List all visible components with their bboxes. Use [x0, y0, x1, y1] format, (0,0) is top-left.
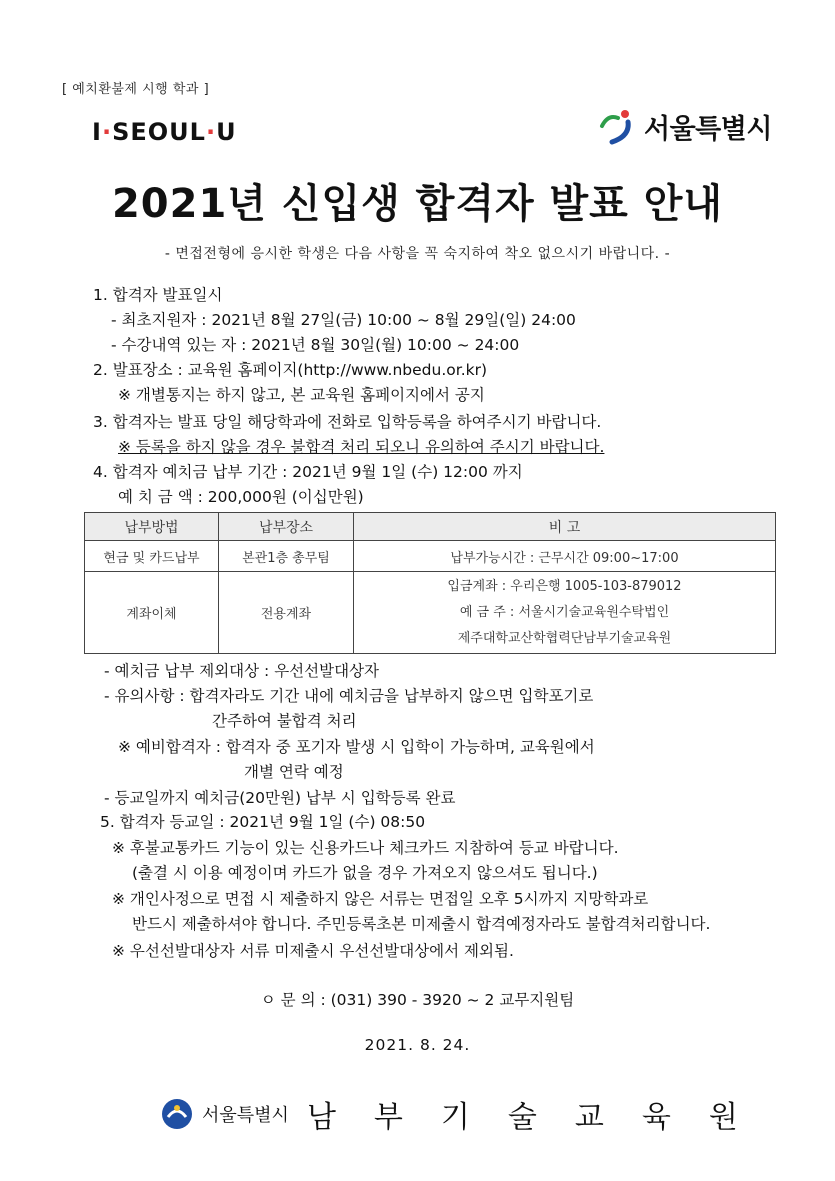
- table-header-row: [85, 513, 776, 541]
- section2-note: ※ 개별통지는 하지 않고, 본 교육원 홈페이지에서 공지: [118, 386, 485, 404]
- document-tag: [ 예치환불제 시행 학과 ]: [62, 82, 210, 97]
- footer-signature: [160, 1092, 776, 1136]
- account-holder-line2: 제주대학교산학협력단남부기술교육원: [457, 630, 672, 646]
- table-row: [85, 572, 776, 654]
- section5-note4: 반드시 제출하셔야 합니다. 주민등록초본 미제출시 합격예정자라도 불합격처리합니다.: [132, 915, 711, 933]
- section5-note1: ※ 후불교통카드 기능이 있는 신용카드나 체크카드 지참하여 등교 바랍니다.: [112, 839, 619, 857]
- i-seoul-u-logo: I·SEOUL·U: [92, 118, 237, 146]
- caution-line: - 유의사항 : 합격자라도 기간 내에 예치금을 납부하지 않으면 입학포기로: [104, 687, 594, 705]
- reserve-line: ※ 예비합격자 : 합격자 중 포기자 발생 시 입학이 가능하며, 교육원에서: [118, 738, 595, 756]
- section1-heading: 1. 합격자 발표일시: [93, 286, 223, 304]
- page-title: 2021년 신입생 합격자 발표 안내: [111, 181, 724, 227]
- fee-payment-table: [84, 512, 776, 654]
- table-row: [85, 541, 776, 572]
- reserve-line-cont: 개별 연락 예정: [244, 763, 344, 781]
- section5-note3: ※ 개인사정으로 면접 시 제출하지 않은 서류는 면접일 오후 5시까지 지망학과로: [112, 890, 649, 908]
- header-payment-place: 납부장소: [219, 513, 354, 541]
- account-holder-line: 예 금 주 : 서울시기술교육원수탁법인: [459, 604, 670, 620]
- exemption-line: - 예치금 납부 제외대상 : 우선선발대상자: [104, 662, 380, 680]
- caution-line-cont: 간주하여 불합격 처리: [212, 712, 357, 730]
- section3-note: ※ 등록을 하지 않을 경우 불합격 처리 되오니 유의하여 주시기 바랍니다.: [118, 438, 605, 456]
- registration-line: - 등교일까지 예치금(20만원) 납부 시 입학등록 완료: [104, 789, 456, 807]
- seoul-city-logo: [598, 106, 772, 146]
- cell-method: 현금 및 카드납부: [85, 541, 219, 572]
- section5-heading: 5. 합격자 등교일 : 2021년 9월 1일 (수) 08:50: [100, 813, 426, 831]
- section1-line2: - 수강내역 있는 자 : 2021년 8월 30일(월) 10:00 ~ 24:00: [111, 336, 520, 354]
- cell-remark: 납부가능시간 : 근무시간 09:00~17:00: [354, 541, 776, 572]
- footer-city: 서울특별시: [202, 1105, 289, 1126]
- cell-method: 계좌이체: [85, 572, 219, 654]
- seoul-emblem-icon: [160, 1097, 194, 1131]
- section4-heading: 4. 합격자 예치금 납부 기간 : 2021년 9월 1일 (수) 12:00 까지: [93, 463, 523, 481]
- section3-heading: 3. 합격자는 발표 당일 해당학과에 전화로 입학등록을 하여주시기 바랍니다.: [93, 413, 602, 431]
- section1-line1: - 최초지원자 : 2021년 8월 27일(금) 10:00 ~ 8월 29일(일) 24:00: [111, 311, 576, 329]
- page-subtitle: - 면접전형에 응시한 학생은 다음 사항을 꼭 숙지하여 착오 없으시기 바랍니다. -: [164, 246, 671, 262]
- section5-note2: (출결 시 이용 예정이며 카드가 없을 경우 가져오지 않으셔도 됩니다.): [132, 864, 598, 882]
- cell-place: 전용계좌: [219, 572, 354, 654]
- cell-remark: [354, 572, 776, 654]
- document-date: 2021. 8. 24.: [364, 1036, 471, 1054]
- header-remarks: 비 고: [354, 513, 776, 541]
- deposit-amount: 예 치 금 액 : 200,000원 (이십만원): [118, 488, 364, 506]
- header-payment-method: 납부방법: [85, 513, 219, 541]
- footer-school-name: 남부기술교육원: [306, 1100, 776, 1135]
- contact-info: ㅇ 문 의 : (031) 390 - 3920 ~ 2 교무지원팀: [260, 991, 575, 1009]
- section2-heading: 2. 발표장소 : 교육원 홈페이지(http://www.nbedu.or.kr): [93, 361, 488, 379]
- seoul-logo-text: 서울특별시: [644, 113, 772, 145]
- section5-note5: ※ 우선선발대상자 서류 미제출시 우선선발대상에서 제외됨.: [112, 942, 514, 960]
- cell-place: 본관1층 총무팀: [219, 541, 354, 572]
- seoul-city-emblem-icon: [598, 106, 638, 146]
- bank-account-line: 입금계좌 : 우리은행 1005-103-879012: [447, 578, 682, 594]
